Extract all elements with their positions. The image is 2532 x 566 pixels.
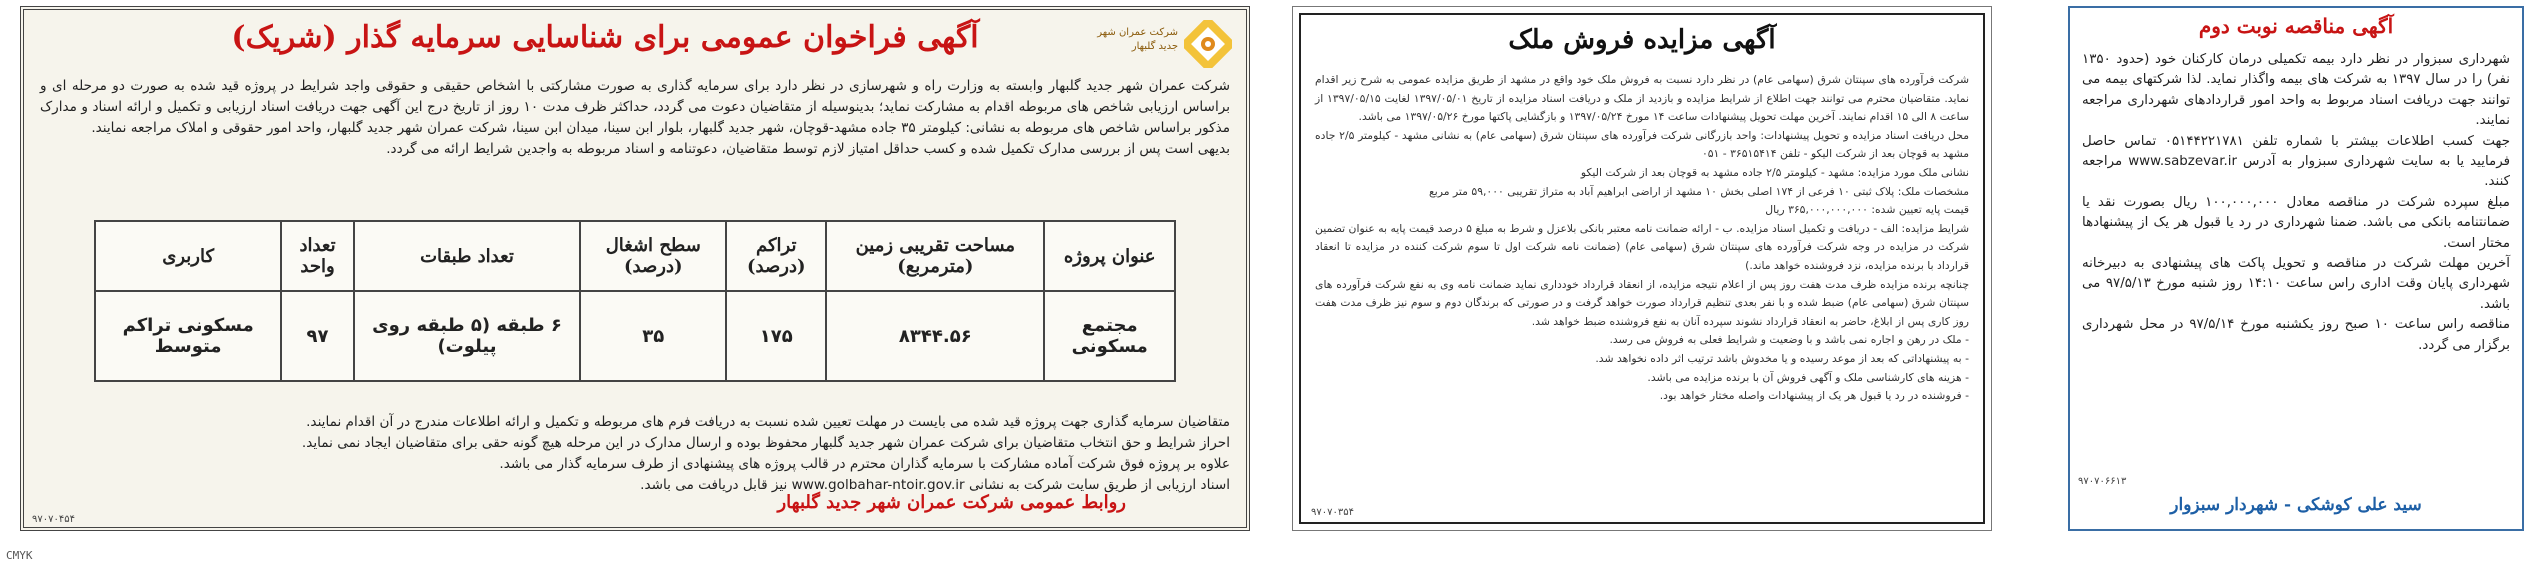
- ad-note: علاوه بر پروژه فوق شرکت آماده مشارکت با سرمایه گذاران محترم در قالب پروژه های پیشنهادی از طرف سرمایه گذار می باشد.: [499, 456, 1230, 472]
- ad-signature: سید علی کوشکی - شهردار سبزوار: [2170, 495, 2422, 515]
- ad-paragraph: - فروشنده در رد یا قبول هر یک از پیشنهادات واصله مختار خواهد بود.: [1659, 389, 1969, 403]
- project-table: [94, 220, 1176, 382]
- ad-paragraph: شرکت عمران شهر جدید گلبهار وابسته به وزارت راه و شهرسازی در نظر دارد برای سرمایه گذاری به صورت مشارکتی با اشخاص حقیقی و حقوقی واجد شرایط در پروژه قید شده به صورت دو مرحله ای و براساس ارزیابی شاخص های مربوطه اقدام به مشارکت نماید؛ بدینوسیله از متقاضیان دعوت می گردد، حداکثر ظرف مدت ۱۰ روز از تاریخ درج این آگهی جهت دریافت اسناد ارزیابی و تکمیل و ارائه اسناد و مدارک مذکور براساس شاخص های مربوطه به نشانی: کیلومتر ۳۵ جاده مشهد-قوچان، شهر جدید گلبهار، بلوار ابن سینا، میدان ابن سینا، شرکت عمران شهر جدید گلبهار، واحد امور حقوقی و املاک مراجعه نمایند.: [40, 78, 1230, 136]
- ad-footer-notes: [40, 412, 1230, 496]
- ad-note: احراز شرایط و حق انتخاب متقاضیان برای شرکت عمران شهر جدید گلبهار محفوظ بوده و ارسال مدارک در این مرحله هیچ گونه حقی برای متقاضیان ایجاد نمی نماید.: [301, 435, 1230, 451]
- column-header: عنوان پروژه: [1044, 221, 1175, 291]
- logo-text: شرکت عمران شهر جدید گلبهار: [1097, 27, 1178, 52]
- ad-code: ۹۷۰۷۰۴۵۴: [32, 514, 75, 525]
- ad-frame: [1299, 13, 1985, 524]
- golbahar-logo-icon: [1184, 20, 1232, 68]
- table-row: [95, 291, 1175, 381]
- table-cell: مجتمع مسکونی: [1044, 291, 1175, 381]
- ad-paragraph: نشانی ملک مورد مزایده: مشهد - کیلومتر ۲/۵ جاده مشهد به قوچان بعد از شرکت الیکو: [1580, 165, 1969, 179]
- table-cell: ۶ طبقه (۵ طبقه روی پیلوت): [354, 291, 581, 381]
- ad-paragraph: شرکت فرآورده های سپنتان شرق (سهامی عام) در نظر دارد نسبت به فروش ملک خود واقع در مشهد از طریق مزایده عمومی به شرح زیر اقدام نماید. متقاضیان محترم می توانند جهت اطلاع از شرایط مزایده و بازدید از ملک و دریافت اسناد مزایده از تاریخ ۱۳۹۷/۰۵/۰۱ لغایت ۱۳۹۷/۰۵/۱۵ از ساعت ۸ الی ۱۵ اقدام نمایند. آخرین مهلت تحویل پیشنهادات ساعت ۱۴ مورخ ۱۳۹۷/۰۵/۲۴ و بازگشایی پاکتها مورخ ۱۳۹۷/۰۵/۲۶ می باشد.: [1315, 73, 1970, 124]
- ad-paragraph: آخرین مهلت شرکت در مناقصه و تحویل پاکت های پیشنهادی به دبیرخانه شهرداری پایان وقت اداری راس ساعت ۱۴:۱۰ روز شنبه مورخ ۹۷/۵/۱۳ می باشد.: [2082, 256, 2510, 312]
- ad-title: آگهی مناقصه نوبت دوم: [2198, 14, 2394, 38]
- table-cell: ۹۷: [281, 291, 353, 381]
- ad-paragraph: قیمت پایه تعیین شده: ۳۶۵,۰۰۰,۰۰۰,۰۰۰ ریال: [1765, 203, 1969, 217]
- ad-paragraph: شرایط مزایده: الف - دریافت و تکمیل اسناد مزایده. ب - ارائه ضمانت نامه معتبر بانکی بلاعزل و شرط به مبلغ ۵ درصد قیمت پایه به عنوان تضمین شرکت در مزایده در وجه شرکت فرآورده های سپنتان شرق (سهامی عام) (ضمانت نامه شرکت اول تا سوم شرکت کننده در مزایده تا انعقاد قرارداد با برنده مزایده، نزد فروشنده خواهد ماند.): [1315, 221, 1969, 272]
- ad-title: آگهی مزایده فروش ملک: [1508, 25, 1776, 55]
- ad-paragraph: - به پیشنهاداتی که بعد از موعد رسیده و یا مخدوش باشد ترتیب اثر داده نخواهد شد.: [1595, 351, 1969, 365]
- ad-paragraph: - ملک در رهن و اجاره نمی باشد و با وضعیت و شرایط فعلی به فروش می رسد.: [1609, 333, 1969, 347]
- ad-body: [40, 76, 1230, 160]
- ad-body: [2082, 50, 2510, 356]
- ad-header: [32, 18, 1238, 76]
- table-cell: ۱۷۵: [726, 291, 826, 381]
- table-cell: ۳۵: [580, 291, 726, 381]
- tender-notice-ad: [2068, 6, 2524, 531]
- ad-paragraph: مناقصه راس ساعت ۱۰ صبح روز یکشنبه مورخ ۹۷/۵/۱۴ در محل شهرداری برگزار می گردد.: [2082, 317, 2510, 353]
- table-cell: مسکونی تراکم متوسط: [95, 291, 281, 381]
- column-header: سطح اشغال (درصد): [580, 221, 726, 291]
- table-cell: ۸۳۴۴.۵۶: [826, 291, 1044, 381]
- ad-signature: روابط عمومی شرکت عمران شهر جدید گلبهار: [777, 492, 1126, 513]
- ad-paragraph: - هزینه های کارشناسی ملک و آگهی فروش آن با برنده مزایده می باشد.: [1647, 370, 1969, 384]
- cmyk-print-mark: CMYK: [6, 549, 33, 562]
- column-header: تعداد طبقات: [354, 221, 581, 291]
- ad-paragraph: شهرداری سبزوار در نظر دارد بیمه تکمیلی درمان کارکنان خود (حدود ۱۳۵۰ نفر) را در سال ۱۳۹۷ به شرکت های بیمه واگذار نماید. لذا شرکتهای بیمه می توانند جهت دریافت اسناد مربوط به واحد امور قراردادهای شهرداری مراجعه نمایند.: [2082, 52, 2510, 129]
- ad-note: متقاضیان سرمایه گذاری جهت پروژه قید شده می بایست در مهلت تعیین شده نسبت به دریافت فرم های مربوطه و تکمیل و ارائه اطلاعات مندرج در آن اقدام نمایند.: [306, 414, 1230, 430]
- ad-paragraph: بدیهی است پس از بررسی مدارک تکمیل شده و کسب حداقل امتیاز لازم توسط متقاضیان، دعوتنامه و اسناد مربوطه به واجدین شرایط ارائه می گردد.: [386, 141, 1230, 157]
- company-logo: [1082, 18, 1232, 76]
- ad-body: [1315, 71, 1969, 406]
- ad-paragraph: مبلغ سپرده شرکت در مناقصه معادل ۱۰۰,۰۰۰,۰۰۰ ریال بصورت نقد یا ضمانتنامه بانکی می باشد. ضمنا شهرداری در رد یا قبول هر یک از پیشنهادها مختار است.: [2082, 194, 2510, 251]
- ad-paragraph: مشخصات ملک: پلاک ثبتی ۱۰ فرعی از ۱۷۴ اصلی بخش ۱۰ مشهد از اراضی ابراهیم آباد به متراژ تقریبی ۵۹,۰۰۰ متر مربع: [1429, 184, 1969, 198]
- property-auction-ad: [1292, 6, 1992, 531]
- ad-paragraph: چنانچه برنده مزایده ظرف مدت هفت روز پس از اعلام نتیجه مزایده، از انعقاد قرارداد خودداری نماید ضمانت نامه وی به نفع شرکت فرآورده های سپنتان شرق (سهامی عام) ضبط شده و با نفر بعدی تنظیم قرارداد صورت خواهد گرفت و در صورتی که برندگان دوم و سوم نیز ظرف مدت هفت روز کاری پس از ابلاغ، حاضر به انعقاد قرارداد نشوند سپرده آنان به نفع فروشنده ضبط خواهد شد.: [1315, 277, 1969, 328]
- column-header: تراکم (درصد): [726, 221, 826, 291]
- ad-title: آگهی فراخوان عمومی برای شناسایی سرمایه گذار (شریک): [231, 20, 979, 55]
- column-header: مساحت تقریبی زمین (مترمربع): [826, 221, 1044, 291]
- investor-call-ad: [20, 6, 1250, 531]
- ad-paragraph: محل دریافت اسناد مزایده و تحویل پیشنهادات: واحد بازرگانی شرکت فرآورده های سپنتان شرق (سهامی عام) به نشانی مشهد - کیلومتر ۲/۵ جاده مشهد به قوچان بعد از شرکت الیکو - تلفن ۳۶۵۱۵۴۱۴ - ۰۵۱: [1315, 128, 1969, 161]
- ad-paragraph: جهت کسب اطلاعات بیشتر با شماره تلفن ۰۵۱۴۴۲۲۱۷۸۱ تماس حاصل فرمایید یا به سایت شهرداری سبزوار به آدرس www.sabzevar.ir مراجعه کنند.: [2082, 133, 2510, 190]
- column-header: کاربری: [95, 221, 281, 291]
- ad-code: ۹۷۰۷۰۶۶۱۳: [2078, 476, 2127, 487]
- table-header-row: [95, 221, 1175, 291]
- column-header: تعداد واحد: [281, 221, 353, 291]
- ad-note: اسناد ارزیابی از طریق سایت شرکت به نشانی www.golbahar-ntoir.gov.ir نیز قابل دریافت می باشد.: [640, 477, 1230, 493]
- ad-code: ۹۷۰۷۰۳۵۴: [1311, 507, 1354, 518]
